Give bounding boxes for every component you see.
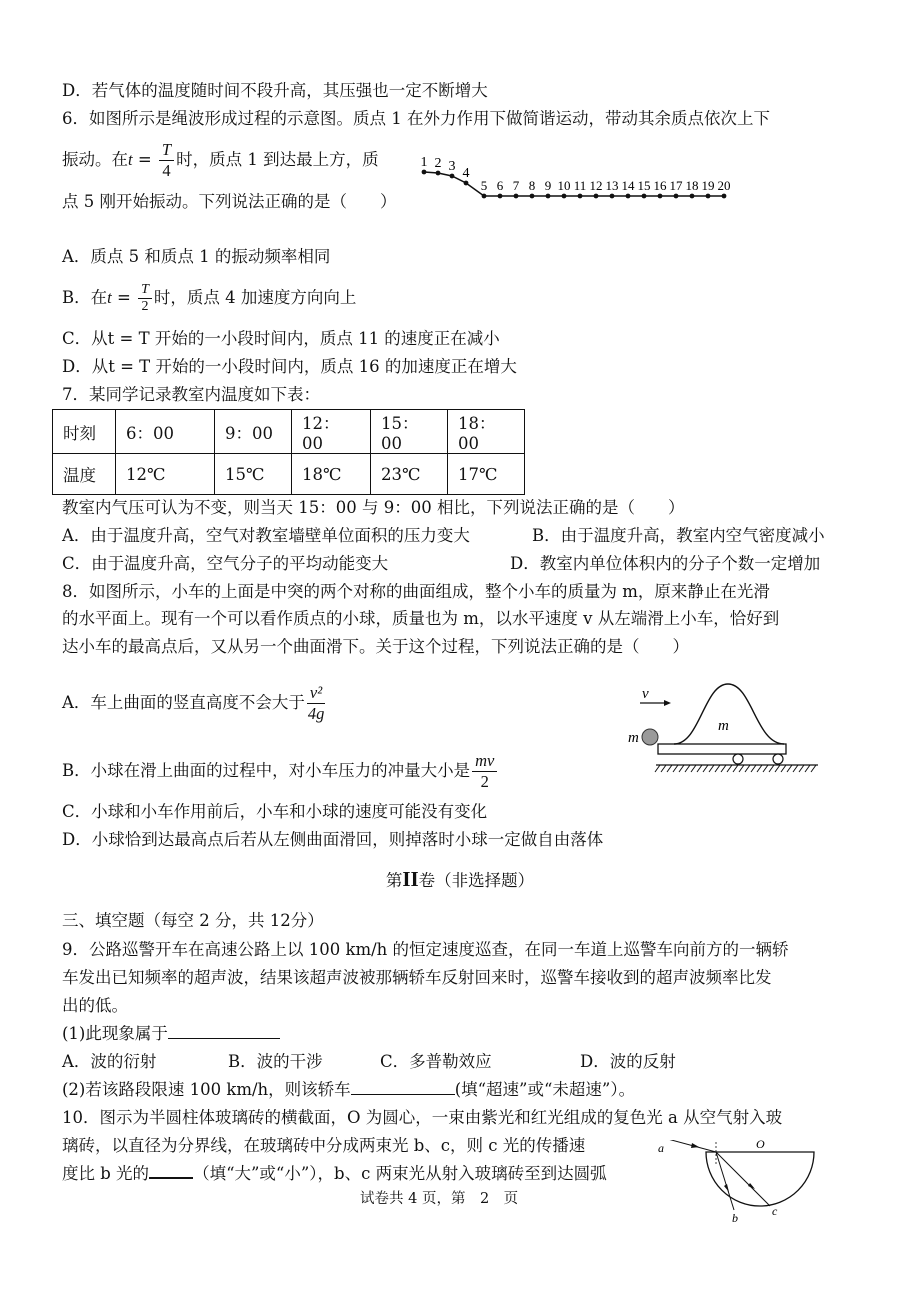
q9-sub2-pre: (2)若该路段限速 100 km/h，则该轿车 [62,1080,351,1099]
rope-particle [464,181,469,186]
q6-b-post: 时，质点 4 加速度方向向上 [153,288,357,307]
table-cell: 温度 [53,454,116,495]
table-cell: 9：00 [215,410,292,454]
hatch-mark [667,765,672,772]
hatch-mark [751,765,756,772]
table-cell: 15℃ [215,454,292,495]
frac-num: T [138,282,152,299]
hatch-mark [673,765,678,772]
hatch-mark [799,765,804,772]
math-eq: = [111,288,137,307]
q9-stem-line2: 车发出已知频率的超声波，结果该超声波被那辆轿车反射回来时，巡警车接收到的超声波频率比发 [62,968,772,987]
rope-particle-label: 1 [420,155,428,170]
q6-stem-text-a: 振动。在 [62,150,128,169]
q9-sub1 [62,1023,280,1045]
rope-particle-label: 10 [557,178,571,193]
table-cell: 23℃ [371,454,448,495]
rope-particle-label: 5 [480,178,488,193]
page-footer: 试卷共 4 页，第 2 页 [360,1191,519,1207]
rope-particle-label: 3 [448,159,456,174]
q6-option-c: C．从t = T 开始的一小段时间内，质点 11 的速度正在减小 [62,329,500,348]
rope-particle-label: 11 [573,178,587,193]
table-cell: 12：00 [292,410,371,454]
hatch-mark [703,765,708,772]
table-cell: 18℃ [292,454,371,495]
q7-option-b: B．由于温度升高，教室内空气密度减小 [532,526,825,545]
part3-heading: 三、填空题（每空 2 分，共 12分） [62,911,324,930]
rope-particle [530,194,535,199]
rope-particle-label: 20 [717,178,731,193]
rope-particle-label: 6 [496,178,504,193]
rope-particle [722,194,727,199]
q6-stem-line3: 点 5 刚开始振动。下列说法正确的是（ ） [62,192,397,211]
section-roman: II [402,867,419,891]
q8-option-b [62,746,499,796]
q8-b-text: B．小球在滑上曲面的过程中，对小车压力的冲量大小是 [62,761,471,780]
section-pre: 第 [385,871,403,890]
q9-option-d: D．波的反射 [580,1052,676,1071]
frac-num: T [159,140,174,161]
rope-particle-label: 17 [669,178,683,193]
rope-particle-label: 19 [701,178,715,193]
rope-particle-label: 8 [528,178,536,193]
table-row [53,410,525,454]
hatch-mark [709,765,714,772]
fraction-t-over-4 [159,140,174,181]
hatch-mark [655,765,660,772]
frac-den: 4 [162,161,171,180]
hatch-mark [757,765,762,772]
hatch-mark [769,765,774,772]
q8-stem-line2: 的水平面上。现有一个可以看作质点的小球，质量也为 m，以水平速度 v 从左端滑上小车，恰好到 [62,609,780,628]
hatch-mark [691,765,696,772]
label-b: b [732,1211,738,1224]
wheel-icon [733,754,743,764]
rope-particle [626,194,631,199]
label-a: a [658,1141,664,1155]
q7-option-a: A．由于温度升高，空气对教室墙壁单位面积的压力变大 [62,526,470,545]
cart-mass-label: m [718,718,729,734]
rope-particle [610,194,615,199]
rope-particle-label: 9 [544,178,552,193]
ball-mass-label: m [628,730,639,746]
cart-curved-surface [674,684,784,744]
hatch-mark [739,765,744,772]
q6-option-d: D．从t = T 开始的一小段时间内，质点 16 的加速度正在增大 [62,357,517,376]
cart-figure [628,680,850,776]
q5-option-d: D．若气体的温度随时间不段升高，其压强也一定不断增大 [62,81,488,100]
answer-blank[interactable] [351,1094,455,1095]
section-title [0,868,920,892]
q9-option-a: A．波的衍射 [62,1052,157,1071]
velocity-label: v [642,686,649,702]
fraction-mv-over-2 [472,751,497,792]
q10-stem-line1: 10．图示为半圆柱体玻璃砖的横截面，O 为圆心，一束由紫光和红光组成的复色光 a 从空气射入玻 [62,1108,783,1127]
hatch-mark [721,765,726,772]
q9-sub2 [62,1079,635,1101]
rope-particle [562,194,567,199]
frac-num: v² [307,683,325,704]
rope-particle-label: 12 [589,178,603,193]
label-c: c [772,1204,778,1218]
q10-stem-line3 [62,1163,607,1185]
rope-particle-label: 18 [685,178,699,193]
math-t: t [128,150,133,169]
rope-particle [658,194,663,199]
q6-b-pre: B．在 [62,288,108,307]
q10-line3-post: （填“大”或“小”），b、c 两束光从射入玻璃砖至到达圆弧 [193,1164,607,1183]
hatch-mark [811,765,816,772]
frac-den: 2 [141,299,149,314]
rope-particle-label: 7 [512,178,520,193]
hatch-mark [787,765,792,772]
q7-option-c: C．由于温度升高，空气分子的平均动能变大 [62,554,389,573]
rope-particle-label: 2 [434,156,442,171]
hatch-mark [793,765,798,772]
rope-particle [422,170,427,175]
rope-particle [450,174,455,179]
hatch-mark [715,765,720,772]
q7-stem: 7．某同学记录教室内温度如下表： [62,385,320,404]
hatch-mark [697,765,702,772]
rope-particle-label: 16 [653,178,667,193]
rope-wave-figure [416,152,740,212]
q9-stem-line3: 出的低。 [62,996,128,1015]
table-cell: 12℃ [116,454,215,495]
semicircle-outline [706,1152,814,1206]
table-cell: 6：00 [116,410,215,454]
glass-brick-figure [654,1140,826,1224]
arrow-head-icon [664,700,671,706]
answer-blank[interactable] [149,1177,193,1179]
q8-option-c: C．小球和小车作用前后，小车和小球的速度可能没有变化 [62,802,488,821]
cart-body [658,744,786,754]
frac-num: mv [472,751,497,772]
rope-particle [482,194,487,199]
hatch-mark [805,765,810,772]
rope-particle [546,194,551,199]
q8-option-d: D．小球恰到达最高点后若从左侧曲面滑回，则掉落时小球一定做自由落体 [62,830,604,849]
section-post: 卷（非选择题） [418,871,535,890]
q9-sub1-text: (1)此现象属于 [62,1024,168,1043]
rope-particle [436,171,441,176]
q6-option-b [62,276,356,320]
q8-option-a [62,678,327,728]
q8-a-text: A．车上曲面的竖直高度不会大于 [62,693,305,712]
q6-stem-line2 [62,138,379,182]
table-cell: 18：00 [448,410,525,454]
rope-particle-label: 15 [637,178,651,193]
table-cell: 15：00 [371,410,448,454]
rope-particle [514,194,519,199]
rope-particle [594,194,599,199]
rope-particle-label: 13 [605,178,619,193]
q7-option-d: D．教室内单位体积内的分子个数一定增加 [510,554,821,573]
temperature-table [52,409,525,495]
fraction-v2-over-4g [307,683,325,724]
hatch-mark [745,765,750,772]
wheel-icon [773,754,783,764]
q10-line3-pre: 度比 b 光的 [62,1164,150,1183]
rope-particle [498,194,503,199]
hatch-mark [727,765,732,772]
rope-particle [674,194,679,199]
hatch-mark [775,765,780,772]
q9-option-c: C．多普勒效应 [380,1052,492,1071]
frac-den: 4g [307,704,325,723]
rope-particle-label: 14 [621,178,635,193]
hatch-mark [661,765,666,772]
arrow-head-icon [724,1184,729,1192]
fraction-t-over-2 [138,282,152,315]
answer-blank[interactable] [168,1038,280,1039]
rope-particle [690,194,695,199]
frac-den: 2 [480,772,489,791]
q9-option-b: B．波的干涉 [228,1052,323,1071]
rope-particle [642,194,647,199]
q9-sub2-post: (填“超速”或“未超速”）。 [454,1080,636,1099]
q10-stem-line2: 璃砖，以直径为分界线，在玻璃砖中分成两束光 b、c，则 c 光的传播速 [62,1136,586,1155]
rope-particle-label: 4 [462,166,470,181]
ball-icon [642,729,658,745]
incident-ray-a [664,1140,716,1152]
math-t: t [107,288,112,307]
q6-stem-text-b: 时，质点 1 到达最上方，质 [176,150,379,169]
hatch-mark [781,765,786,772]
hatch-mark [679,765,684,772]
rope-labels [421,155,731,193]
table-row [53,454,525,495]
q9-stem-line1: 9．公路巡警开车在高速公路上以 100 km/h 的恒定速度巡查，在同一车道上巡警车向前方的一辆轿 [62,940,789,959]
rope-particle [578,194,583,199]
label-o: O [756,1140,765,1151]
math-eq: = [132,150,157,169]
q6-option-a: A．质点 5 和质点 1 的振动频率相同 [62,247,331,266]
table-cell: 时刻 [53,410,116,454]
rope-particle [706,194,711,199]
q8-stem-line1: 8．如图所示，小车的上面是中突的两个对称的曲面组成，整个小车的质量为 m，原来静止在光滑 [62,582,770,601]
hatch-mark [733,765,738,772]
hatch-mark [685,765,690,772]
q8-stem-line3: 达小车的最高点后，又从另一个曲面滑下。关于这个过程，下列说法正确的是（ ） [62,637,689,656]
q7-after-table: 教室内气压可认为不变，则当天 15：00 与 9：00 相比，下列说法正确的是（ ） [62,498,685,517]
ground-hatching [655,765,816,772]
hatch-mark [763,765,768,772]
q6-stem-line1: 6．如图所示是绳波形成过程的示意图。质点 1 在外力作用下做简谐运动，带动其余质点依次上下 [62,109,770,128]
table-cell: 17℃ [448,454,525,495]
